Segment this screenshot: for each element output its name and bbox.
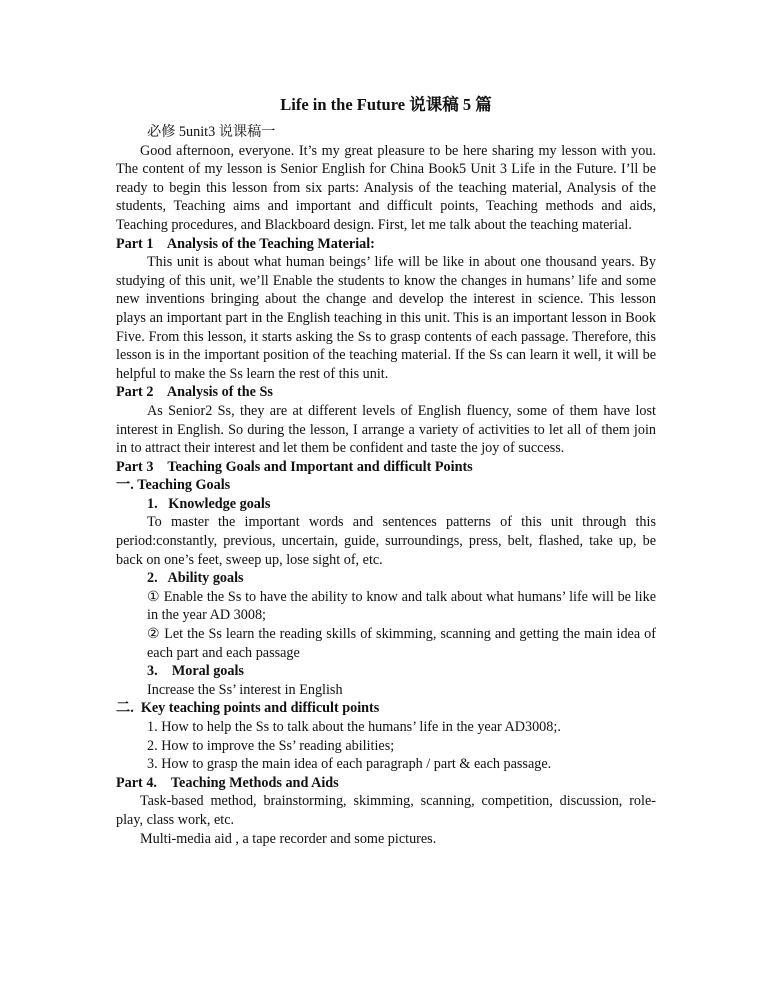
moral-goals-heading: 3. Moral goals (147, 663, 244, 680)
knowledge-goals-body: To master the important words and sentences patterns of this unit through this period:constantly, previous, uncertain, guide, surroundings, press, belt, flashed, take up, be back on one’s feet, sweep up, lose sight of, etc. (116, 514, 656, 568)
key-point-item: 1. How to help the Ss to talk about the humans’ life in the year AD3008;. (147, 719, 561, 735)
document-title: Life in the Future 说课稿 5 篇 (280, 95, 492, 114)
ability-goals-heading: 2. Ability goals (147, 570, 244, 587)
key-points-heading: 二. Key teaching points and difficult points (116, 700, 380, 717)
document-page (116, 95, 656, 848)
part1-body: This unit is about what human beings’ life will be like in about one thousand years. By studying of this unit, we’ll Enable the students to know the changes in humans’ life and some new inventions bringing about the change and develop the interest in science. This lesson plays an important part in the English teaching in this unit. This is an important lesson in Book Five. From this lesson, it starts asking the Ss to grasp contents of each passage. Therefore, this lesson is in the important position of the teaching material. If the Ss can learn it well, it will be helpful to make the Ss learn the rest of this unit. (116, 254, 656, 382)
teaching-aids: Multi-media aid , a tape recorder and some pictures. (140, 830, 437, 847)
moral-goals-body: Increase the Ss’ interest in English (147, 681, 343, 698)
key-point-item: 2. How to improve the Ss’ reading abilities; (147, 737, 395, 754)
document-subtitle: 必修 5unit3 说课稿一 (147, 124, 276, 140)
key-point-item: 3. How to grasp the main idea of each paragraph / part & each passage. (147, 756, 552, 773)
teaching-methods: Task-based method, brainstorming, skimming, scanning, competition, discussion, role-play, class work, etc. (116, 793, 656, 828)
part4-heading: Part 4. Teaching Methods and Aids (116, 774, 339, 791)
ability-goals-list (116, 588, 656, 662)
ability-goal-item: ② Let the Ss learn the reading skills of skimming, scanning and getting the main idea of each part and each passage (147, 626, 656, 661)
knowledge-goals-heading: 1. Knowledge goals (147, 495, 271, 512)
part3-heading: Part 3 Teaching Goals and Important and difficult Points (116, 458, 473, 475)
part1-heading: Part 1 Analysis of the Teaching Material: (116, 235, 375, 252)
key-points-list (116, 718, 656, 774)
intro-paragraph: Good afternoon, everyone. It’s my great pleasure to be here sharing my lesson with you. The content of my lesson is Senior English for China Book5 Unit 3 Life in the Future. I’ll be ready to begin this lesson from six parts: Analysis of the teaching material, Analysis of the students, Teaching aims and important and difficult points, Teaching methods and aids, Teaching procedures, and Blackboard design. First, let me talk about the teaching material. (116, 142, 656, 233)
part2-heading: Part 2 Analysis of the Ss (116, 384, 273, 401)
part2-body: As Senior2 Ss, they are at different levels of English fluency, some of them have lost interest in English. So during the lesson, I arrange a variety of activities to let all of them join in to attract their interest and let them be confident and taste the joy of success. (116, 402, 656, 457)
teaching-goals-heading: 一. Teaching Goals (116, 477, 231, 494)
ability-goal-item: ① Enable the Ss to have the ability to know and talk about what humans’ life will be like in the year AD 3008; (147, 588, 656, 624)
